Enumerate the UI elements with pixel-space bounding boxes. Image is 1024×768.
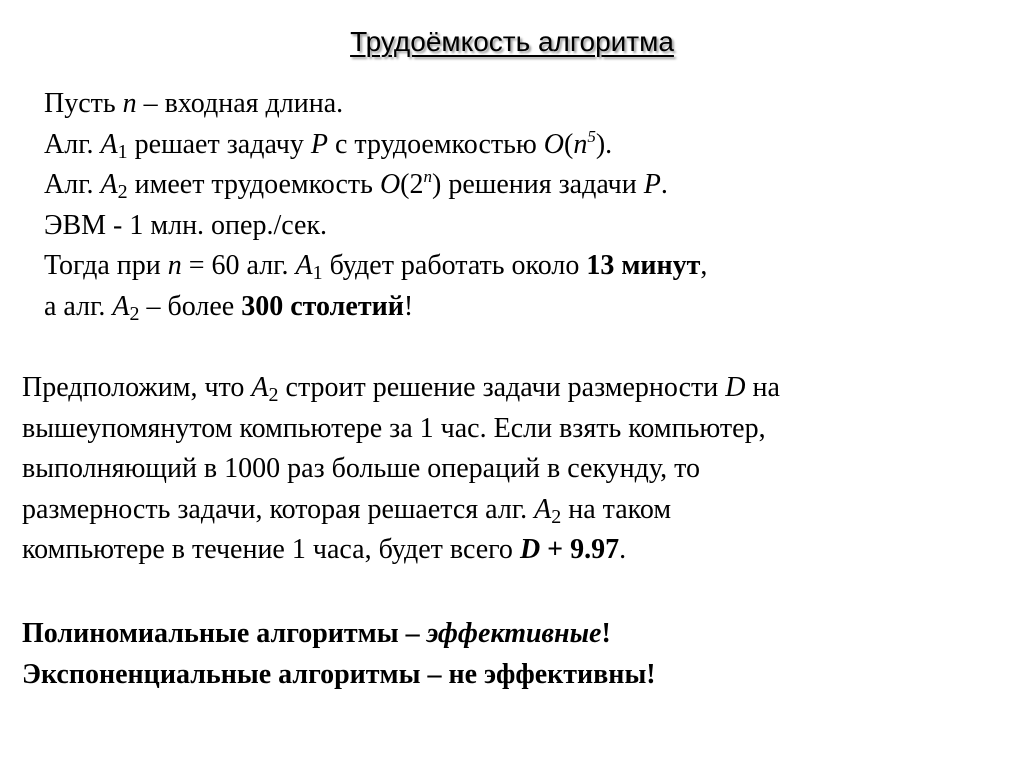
- text-fragment: Тогда при: [44, 250, 168, 281]
- scaling-paragraph: [22, 368, 1012, 571]
- text-fragment: !: [601, 618, 611, 649]
- subscript: 2: [117, 181, 128, 203]
- text-fragment: строит решение задачи размерности: [278, 372, 726, 403]
- variable-d: D: [519, 534, 541, 565]
- text-fragment: а алг.: [44, 290, 113, 322]
- slide-title: Трудоёмкость алгоритма: [350, 26, 674, 57]
- text-fragment: размерность задачи, которая решается алг.: [22, 493, 535, 525]
- text-fragment: ).: [595, 128, 613, 160]
- text-fragment: Полиномиальные алгоритмы –: [22, 618, 427, 649]
- variable-p: P: [643, 169, 661, 200]
- conclusion-block: [22, 614, 1012, 695]
- text-fragment: = 60 алг.: [181, 250, 296, 281]
- intro-line-alg2-time: [44, 287, 1004, 328]
- bold-time: 13 минут: [586, 250, 701, 281]
- text-fragment: (2: [400, 169, 424, 200]
- text-fragment: с трудоемкостью: [327, 128, 544, 160]
- paragraph-line: [22, 490, 1012, 531]
- text-fragment: будет работать около: [322, 250, 587, 281]
- intro-block: [44, 84, 1004, 327]
- variable-a: A: [251, 372, 269, 403]
- text-fragment: компьютере в течение 1 часа, будет всего: [22, 534, 520, 565]
- italic-emphasis: эффективные: [426, 618, 602, 649]
- conclusion-exponential: Экспоненциальные алгоритмы – не эффективны!: [22, 658, 656, 690]
- intro-line-alg1: [44, 125, 1004, 166]
- text-fragment: ) решения задачи: [432, 169, 644, 200]
- variable-a: A: [100, 128, 118, 160]
- paragraph-line: [22, 368, 1012, 409]
- variable-a: A: [112, 290, 130, 322]
- variable-n: n: [167, 250, 182, 281]
- subscript: 1: [312, 262, 323, 284]
- bold-time: 300 столетий: [241, 290, 404, 322]
- text-fragment: на: [745, 372, 780, 403]
- variable-n: n: [122, 88, 137, 119]
- variable-a: A: [295, 250, 313, 281]
- subscript: 1: [117, 140, 128, 163]
- text-fragment: .: [619, 534, 627, 565]
- text-fragment: Пусть: [44, 88, 123, 119]
- text-fragment: – более: [139, 290, 242, 322]
- subscript: 2: [551, 505, 562, 528]
- variable-a: A: [100, 169, 118, 200]
- intro-line-alg1-time: [44, 246, 1004, 287]
- variable-p: P: [310, 128, 328, 160]
- big-o: O: [379, 169, 401, 200]
- bold-increment: + 9.97: [540, 534, 620, 565]
- text-fragment: Предположим, что: [22, 372, 252, 403]
- superscript: n: [423, 167, 432, 186]
- variable-d: D: [725, 372, 746, 403]
- text-fragment: Алг.: [44, 128, 101, 160]
- text-fragment: имеет трудоемкость: [127, 169, 380, 200]
- superscript: 5: [587, 126, 596, 146]
- variable-n: n: [573, 128, 588, 160]
- paragraph-line: вышеупомянутом компьютере за 1 час. Если взять компьютер,: [22, 412, 766, 444]
- text-fragment: !: [403, 290, 414, 322]
- subscript: 2: [268, 384, 279, 406]
- text-fragment: .: [660, 169, 668, 200]
- text-fragment: на таком: [561, 493, 672, 525]
- paragraph-line: выполняющий в 1000 раз больше операций в секунду, то: [22, 453, 700, 484]
- conclusion-polynomial: [22, 614, 1012, 655]
- text-fragment: ,: [700, 250, 708, 281]
- intro-line-input-length: [44, 84, 1004, 125]
- text-fragment: – входная длина.: [136, 88, 344, 119]
- text-fragment: решает задачу: [127, 128, 311, 160]
- intro-line-computer-speed: ЭВМ - 1 млн. опер./сек.: [44, 209, 328, 241]
- variable-a: A: [534, 493, 552, 525]
- text-fragment: Алг.: [44, 169, 101, 200]
- paragraph-line: [22, 530, 1012, 571]
- intro-line-alg2: [44, 165, 1004, 206]
- subscript: 2: [129, 302, 140, 325]
- big-o: O: [543, 128, 565, 160]
- text-fragment: (: [564, 128, 574, 160]
